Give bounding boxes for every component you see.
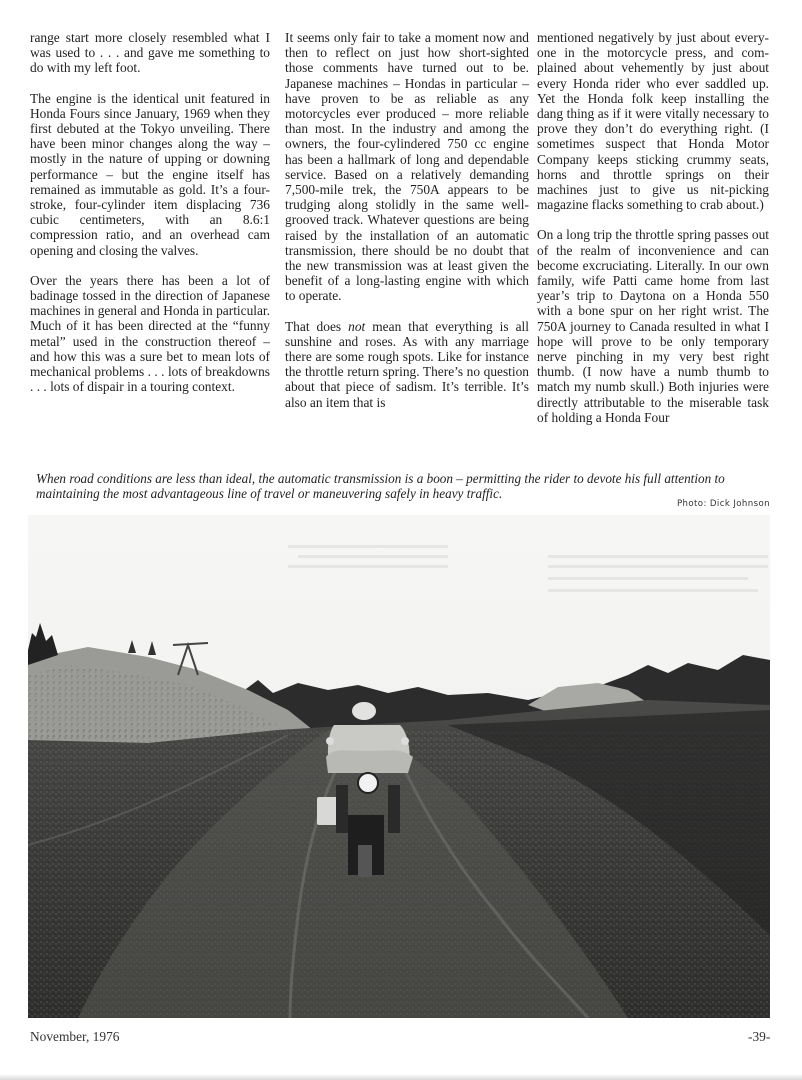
issue-date: November, 1976 — [30, 1029, 120, 1044]
paragraph: Over the years there has been a lot of badinage tossed in the direction of Japanese machines in general and Honda in particular. Much of it has been directed at the “funny metal” used in the construction thereof – and how this was a sure bet to mean lots of mechanical problems . . . lots of breakdowns . . . lots of dispair in a touring context. — [30, 272, 270, 395]
photo-credit: Photo: Dick Johnson — [676, 499, 770, 509]
text-run: mean that everything is all sunshine and roses. As with any marriage there are some rough spots. Like for instance the throttle return spring. There’s no question about that piece of sadism. It’s terrible. It’s also an item that is — [285, 318, 529, 410]
photo-caption: When road conditions are less than ideal, the automatic transmission is a boon – permitting the rider to devote his full attention to maintaining the most advantageous line of travel or maneuvering safely in heavy traffic. — [36, 471, 725, 502]
text-run: That does — [285, 318, 349, 334]
paragraph — [285, 319, 529, 410]
page-edge-shadow — [0, 1074, 802, 1080]
page-number: -39- — [748, 1029, 771, 1044]
paragraph: On a long trip the throttle spring passes out of the realm of inconvenience and can become excruciating. Literally. In our own family, wife Patti came home from last year’s trip to Daytona on a Honda 550 with a bone spur on her right wrist. The 750A journey to Canada resulted in what I hope will prove to be only temporary nerve pinching in my very best right thumb. (I now have a numb thumb to match my numb skull.) Both injuries were directly attributable to the miserable task of holding a Honda Four — [537, 227, 769, 425]
paragraph: It seems only fair to take a moment now and then to reflect on just how short-sighted those comments have turned out to be. Japanese machines – Hondas in particular – have proven to be as reliable as any motorcycles ever produced – more reliable than most. In the industry and among the owners, the four-cylindered 750 cc engine has been a hallmark of long and dependable service. Based on a relatively demanding 7,500-mile trek, the 750A appears to be trudging along stolidly in the same well-grooved track. Whatever questions are being raised by the installation of an automatic transmission, there should be no doubt that the new transmission was at least given the benefit of a long-lasting engine with which to operate. — [285, 30, 529, 304]
paragraph: range start more closely resembled what I was used to . . . and gave me something to do with my left foot. — [30, 30, 270, 76]
motorcycle-road-photo — [28, 515, 770, 1018]
article-column-3 — [537, 30, 769, 440]
emphasis-text: not — [348, 318, 366, 334]
article-column-1 — [30, 30, 270, 409]
paragraph: The engine is the identical unit featured in Honda Fours since January, 1969 when they first debuted at the Tokyo unveiling. There have been minor changes along the way – mostly in the nature of upping or downing performance – but the engine itself has remained as immutable as gold. It’s a four-stroke, four-cylinder item displacing 736 cubic centimeters, with an 8.6:1 compression ratio, and an overhead cam opening and closing the valves. — [30, 90, 270, 258]
paragraph: mentioned negatively by just about everyone in the motorcycle press, and complained about vehemently by just about every Honda rider who ever saddled up. Yet the Honda folk keep installing the dang thing as if it were vitally necessary to prove they don’t do everything right. (I sometimes suspect that Honda Motor Company keeps sticking crummy seats, horns and throttle springs on their machines just to give us nit-picking magazine flacks something to crab about.) — [537, 30, 769, 213]
article-column-2 — [285, 30, 529, 425]
article-photo — [28, 515, 770, 1018]
